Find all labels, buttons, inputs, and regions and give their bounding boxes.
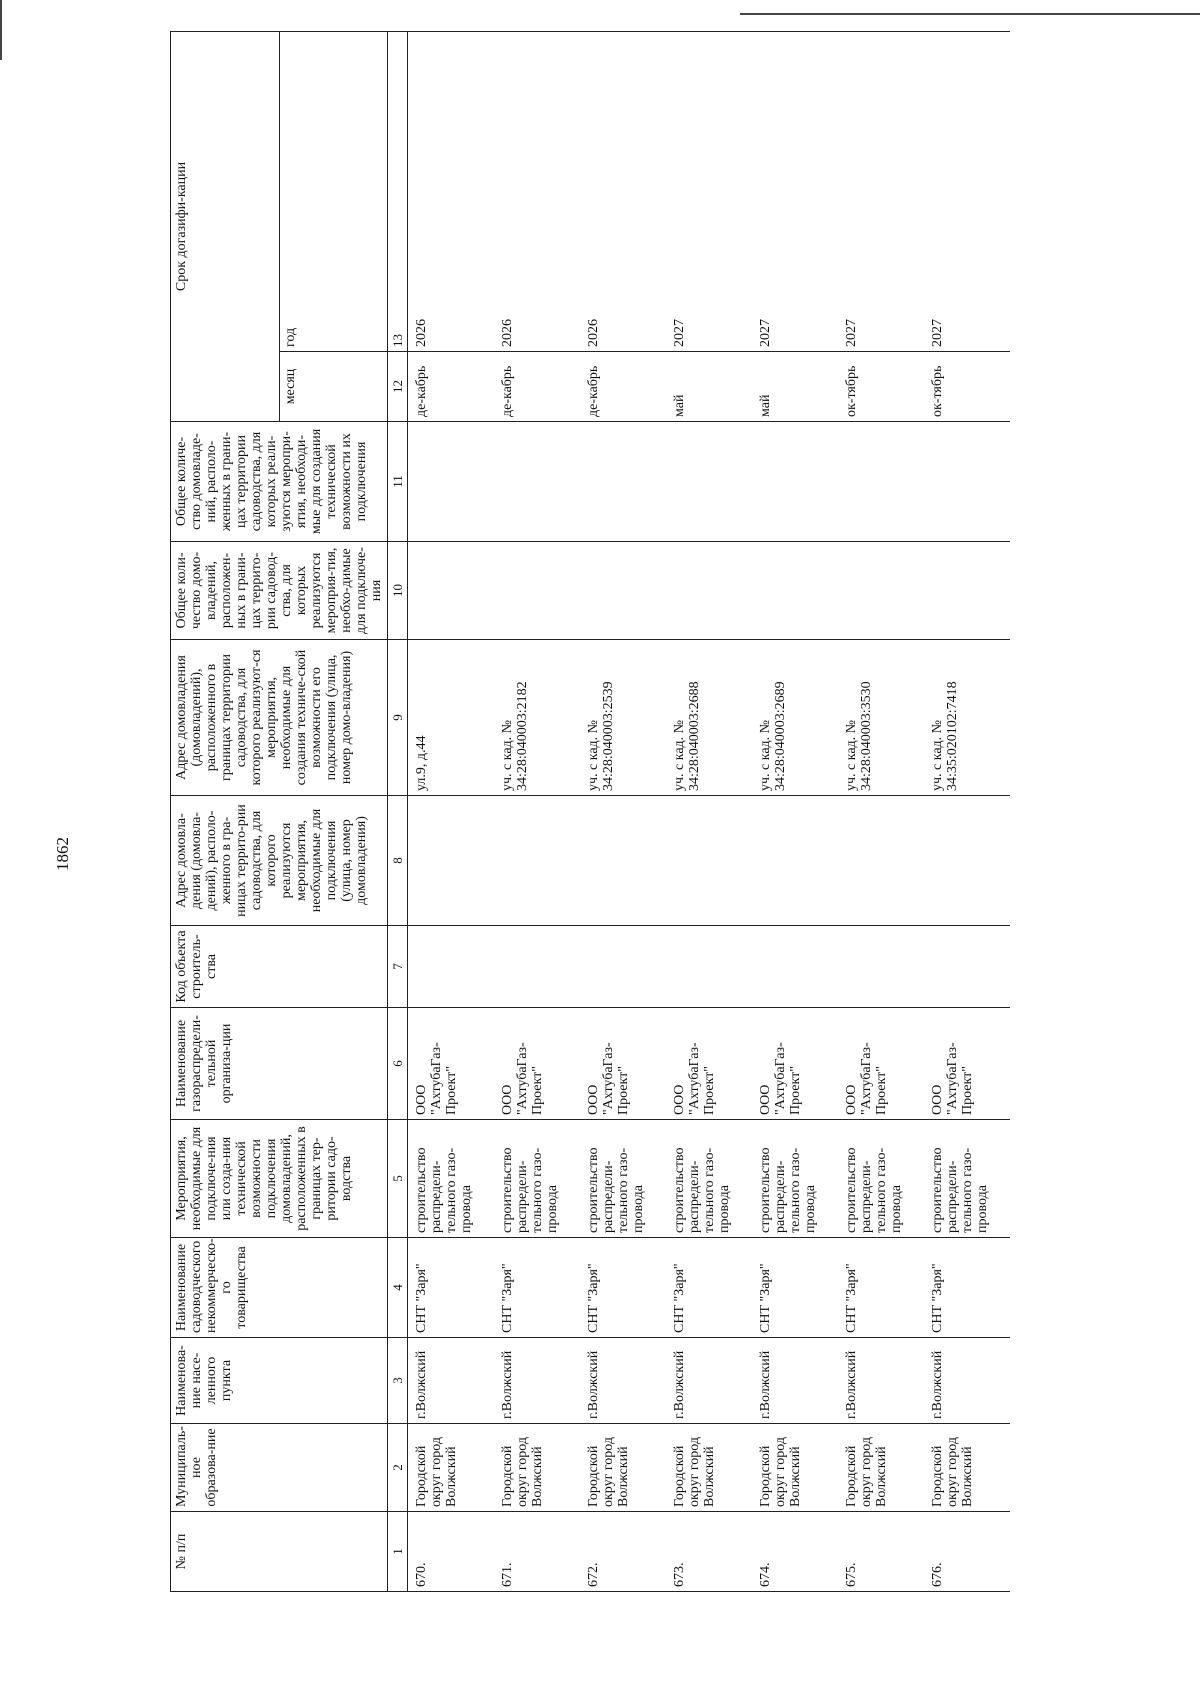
header-no: № п/п — [171, 1512, 388, 1592]
col-number: 11 — [388, 422, 408, 542]
cell-gas-org: ООО "АхтубаГаз-Проект" — [408, 1008, 494, 1120]
cell-municipality: Городской округ город Волжский — [838, 1424, 924, 1512]
table-row — [924, 32, 1010, 1592]
table-row — [408, 32, 494, 1592]
cell-year: 2027 — [666, 32, 752, 352]
rotated-page-content — [170, 32, 1000, 1592]
cell-month: май — [666, 352, 752, 422]
cell-total-tech — [666, 422, 752, 542]
table-row — [666, 32, 752, 1592]
cell-settlement: г.Волжский — [838, 1338, 924, 1424]
cell-snt: СНТ "Заря" — [580, 1238, 666, 1338]
gasification-table — [170, 31, 1010, 1592]
header-total-tech: Общее количе-ство домовладе-ний, располо-женных в грани-цах территории садоводства, для которых реали-зуются меропри-ятия, необходи-мые для создания технической возможности их подключения — [171, 422, 388, 542]
col-number: 13 — [388, 32, 408, 352]
cell-year: 2027 — [924, 32, 1010, 352]
cell-object-code — [924, 926, 1010, 1008]
col-number: 2 — [388, 1424, 408, 1512]
cell-snt: СНТ "Заря" — [838, 1238, 924, 1338]
cell-month: ок-тябрь — [924, 352, 1010, 422]
cell-measures: строительство распредели-тельного газо-провода — [666, 1120, 752, 1238]
cell-no: 672. — [580, 1512, 666, 1592]
cell-total-connection — [666, 542, 752, 640]
cell-gas-org: ООО "АхтубаГаз-Проект" — [924, 1008, 1010, 1120]
cell-object-code — [666, 926, 752, 1008]
cell-total-connection — [924, 542, 1010, 640]
cell-settlement: г.Волжский — [752, 1338, 838, 1424]
cell-month: де-кабрь — [494, 352, 580, 422]
cell-municipality: Городской округ город Волжский — [580, 1424, 666, 1512]
col-number: 6 — [388, 1008, 408, 1120]
cell-total-tech — [494, 422, 580, 542]
cell-no: 670. — [408, 1512, 494, 1592]
header-municipality: Муниципаль-ное образова-ние — [171, 1424, 388, 1512]
cell-no: 673. — [666, 1512, 752, 1592]
header-deadline: Срок догазифи-кации — [171, 32, 280, 422]
col-number: 12 — [388, 352, 408, 422]
cell-total-connection — [494, 542, 580, 640]
cell-settlement: г.Волжский — [408, 1338, 494, 1424]
col-number: 3 — [388, 1338, 408, 1424]
cell-snt: СНТ "Заря" — [924, 1238, 1010, 1338]
cell-object-code — [408, 926, 494, 1008]
cell-gas-org: ООО "АхтубаГаз-Проект" — [752, 1008, 838, 1120]
cell-no: 671. — [494, 1512, 580, 1592]
cell-month: де-кабрь — [580, 352, 666, 422]
cell-settlement: г.Волжский — [666, 1338, 752, 1424]
cell-gas-org: ООО "АхтубаГаз-Проект" — [666, 1008, 752, 1120]
cell-address-tech: ул.9, д.44 — [408, 640, 494, 796]
cell-total-connection — [580, 542, 666, 640]
cell-object-code — [752, 926, 838, 1008]
cell-address-connection — [752, 796, 838, 926]
col-number: 7 — [388, 926, 408, 1008]
col-number: 5 — [388, 1120, 408, 1238]
cell-total-connection — [838, 542, 924, 640]
cell-total-connection — [408, 542, 494, 640]
cell-address-tech: уч. с кад. № 34:28:040003:2688 — [666, 640, 752, 796]
header-gas-org: Наименование газораспредели-тельной организа-ции — [171, 1008, 388, 1120]
cell-gas-org: ООО "АхтубаГаз-Проект" — [494, 1008, 580, 1120]
header-object-code: Код объекта строитель-ства — [171, 926, 388, 1008]
cell-year: 2027 — [838, 32, 924, 352]
cell-municipality: Городской округ город Волжский — [666, 1424, 752, 1512]
header-month: месяц — [279, 352, 388, 422]
cell-no: 676. — [924, 1512, 1010, 1592]
cell-address-tech: уч. с кад. № 34:28:040003:2539 — [580, 640, 666, 796]
cell-measures: строительство распредели-тельного газо-провода — [752, 1120, 838, 1238]
header-row — [171, 32, 280, 1592]
cell-municipality: Городской округ город Волжский — [752, 1424, 838, 1512]
header-settlement: Наименова-ние насе-ленного пункта — [171, 1338, 388, 1424]
col-number: 4 — [388, 1238, 408, 1338]
cell-measures: строительство распредели-тельного газо-провода — [408, 1120, 494, 1238]
cell-object-code — [580, 926, 666, 1008]
cell-year: 2027 — [752, 32, 838, 352]
cell-year: 2026 — [580, 32, 666, 352]
table-row — [838, 32, 924, 1592]
header-total-connection: Общее коли-чество домо-владений, расположен-ных в грани-цах террито-рии садовод-ства, для которых реализуются мероприя-тия, необхо-димые для подключе-ния — [171, 542, 388, 640]
cell-settlement: г.Волжский — [580, 1338, 666, 1424]
table-row — [580, 32, 666, 1592]
cell-total-tech — [924, 422, 1010, 542]
cell-address-connection — [580, 796, 666, 926]
cell-gas-org: ООО "АхтубаГаз-Проект" — [580, 1008, 666, 1120]
col-number: 9 — [388, 640, 408, 796]
left-edge-line — [0, 0, 2, 60]
cell-object-code — [838, 926, 924, 1008]
cell-measures: строительство распредели-тельного газо-провода — [924, 1120, 1010, 1238]
cell-total-tech — [408, 422, 494, 542]
cell-address-tech: уч. с кад. № 34:35:020102:7418 — [924, 640, 1010, 796]
col-number: 8 — [388, 796, 408, 926]
cell-month: ок-тябрь — [838, 352, 924, 422]
header-address-tech: Адрес домовладения (домовладений), расположенного в границах территории садоводства, для которого реализуют-ся мероприятия, необходимые для создания техниче-ской возможности его подключения (улица, номер домо-владения) — [171, 640, 388, 796]
col-number: 1 — [388, 1512, 408, 1592]
cell-snt: СНТ "Заря" — [666, 1238, 752, 1338]
cell-snt: СНТ "Заря" — [752, 1238, 838, 1338]
header-snt: Наименование садоводческого некоммерческо-го товарищества — [171, 1238, 388, 1338]
cell-measures: строительство распредели-тельного газо-провода — [838, 1120, 924, 1238]
cell-address-connection — [666, 796, 752, 926]
cell-total-tech — [580, 422, 666, 542]
column-numbers-row — [388, 32, 408, 1592]
cell-address-connection — [924, 796, 1010, 926]
table-row — [752, 32, 838, 1592]
page-number: 1862 — [53, 837, 72, 871]
cell-settlement: г.Волжский — [924, 1338, 1010, 1424]
cell-address-tech: уч. с кад. № 34:28:040003:3530 — [838, 640, 924, 796]
cell-address-tech: уч. с кад. № 34:28:040003:2182 — [494, 640, 580, 796]
cell-year: 2026 — [494, 32, 580, 352]
cell-total-tech — [752, 422, 838, 542]
cell-year: 2026 — [408, 32, 494, 352]
cell-total-connection — [752, 542, 838, 640]
cell-total-tech — [838, 422, 924, 542]
cell-month: де-кабрь — [408, 352, 494, 422]
cell-snt: СНТ "Заря" — [494, 1238, 580, 1338]
cell-municipality: Городской округ город Волжский — [408, 1424, 494, 1512]
cell-municipality: Городской округ город Волжский — [924, 1424, 1010, 1512]
cell-measures: строительство распредели-тельного газо-провода — [580, 1120, 666, 1238]
header-measures: Мероприятия, необходимые для подключе-ния или созда-ния технической возможности подключения домовладений, расположенных в границах тер-ритории садо-водства — [171, 1120, 388, 1238]
cell-gas-org: ООО "АхтубаГаз-Проект" — [838, 1008, 924, 1120]
col-number: 10 — [388, 542, 408, 640]
cell-address-connection — [838, 796, 924, 926]
cell-object-code — [494, 926, 580, 1008]
cell-measures: строительство распредели-тельного газо-провода — [494, 1120, 580, 1238]
cell-no: 674. — [752, 1512, 838, 1592]
header-year: год — [279, 32, 388, 352]
cell-month: май — [752, 352, 838, 422]
cell-address-connection — [494, 796, 580, 926]
cell-address-connection — [408, 796, 494, 926]
cell-municipality: Городской округ город Волжский — [494, 1424, 580, 1512]
cell-address-tech: уч. с кад. № 34:28:040003:2689 — [752, 640, 838, 796]
header-address-connection: Адрес домовла-дения (домовла-дений), располо-женного в гра-ницах террито-рии садоводства, для которого реализуются мероприятия, необходимые для подключения (улица, номер домовладения) — [171, 796, 388, 926]
cell-snt: СНТ "Заря" — [408, 1238, 494, 1338]
cell-settlement: г.Волжский — [494, 1338, 580, 1424]
cell-no: 675. — [838, 1512, 924, 1592]
table-row — [494, 32, 580, 1592]
top-edge-line — [740, 13, 1200, 15]
